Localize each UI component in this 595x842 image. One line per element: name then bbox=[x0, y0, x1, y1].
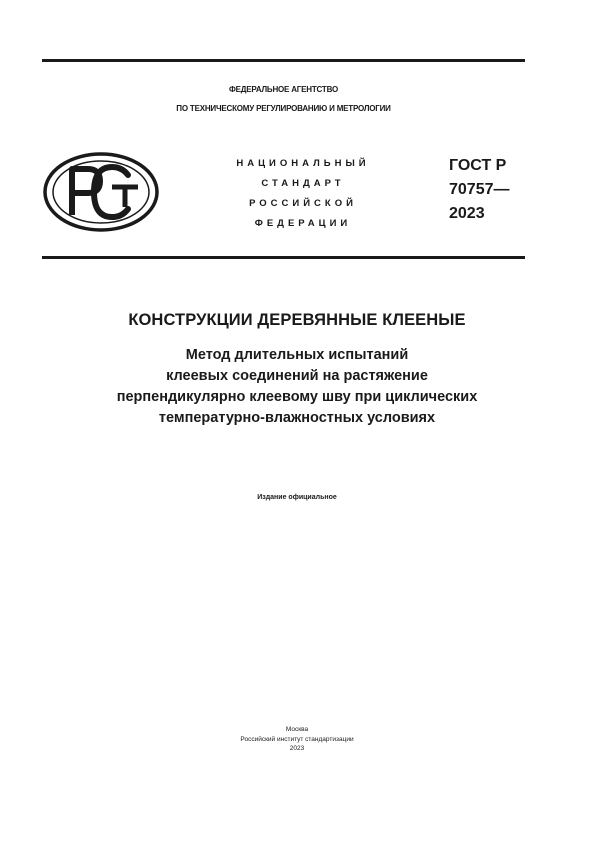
rst-certification-mark-icon bbox=[42, 151, 160, 233]
standard-type-line-1: НАЦИОНАЛЬНЫЙ bbox=[236, 158, 370, 169]
document-subtitle bbox=[42, 345, 552, 429]
subtitle-line-1: Метод длительных испытаний bbox=[185, 347, 409, 363]
imprint bbox=[42, 725, 552, 754]
standard-type-line-4: ФЕДЕРАЦИИ bbox=[254, 218, 352, 229]
national-standard-label bbox=[214, 154, 392, 234]
imprint-year: 2023 bbox=[289, 745, 305, 752]
subtitle-line-4: температурно-влажностных условиях bbox=[158, 410, 436, 426]
imprint-publisher: Российский институт стандартизации bbox=[240, 735, 354, 743]
middle-rule bbox=[42, 256, 525, 259]
standard-type-line-3: РОССИЙСКОЙ bbox=[249, 198, 357, 209]
subtitle-line-2: клеевых соединений на растяжение bbox=[166, 368, 428, 384]
standard-type-line-2: СТАНДАРТ bbox=[261, 178, 345, 189]
subtitle-line-3: перпендикулярно клеевому шву при циклических bbox=[116, 389, 478, 405]
imprint-city: Москва bbox=[285, 726, 309, 733]
designation-line-2: 70757— bbox=[449, 181, 510, 198]
edition-note: Издание официальное bbox=[257, 494, 337, 501]
agency-header bbox=[42, 80, 525, 118]
standard-designation bbox=[449, 154, 510, 226]
designation-line-3: 2023 bbox=[449, 205, 485, 222]
document-title: КОНСТРУКЦИИ ДЕРЕВЯННЫЕ КЛЕЕНЫЕ bbox=[128, 311, 466, 329]
agency-line-1: ФЕДЕРАЛЬНОЕ АГЕНТСТВО bbox=[228, 85, 338, 94]
agency-line-2: ПО ТЕХНИЧЕСКОМУ РЕГУЛИРОВАНИЮ И МЕТРОЛОГИИ bbox=[176, 104, 391, 113]
top-rule bbox=[42, 59, 525, 62]
designation-line-1: ГОСТ Р bbox=[449, 157, 507, 174]
